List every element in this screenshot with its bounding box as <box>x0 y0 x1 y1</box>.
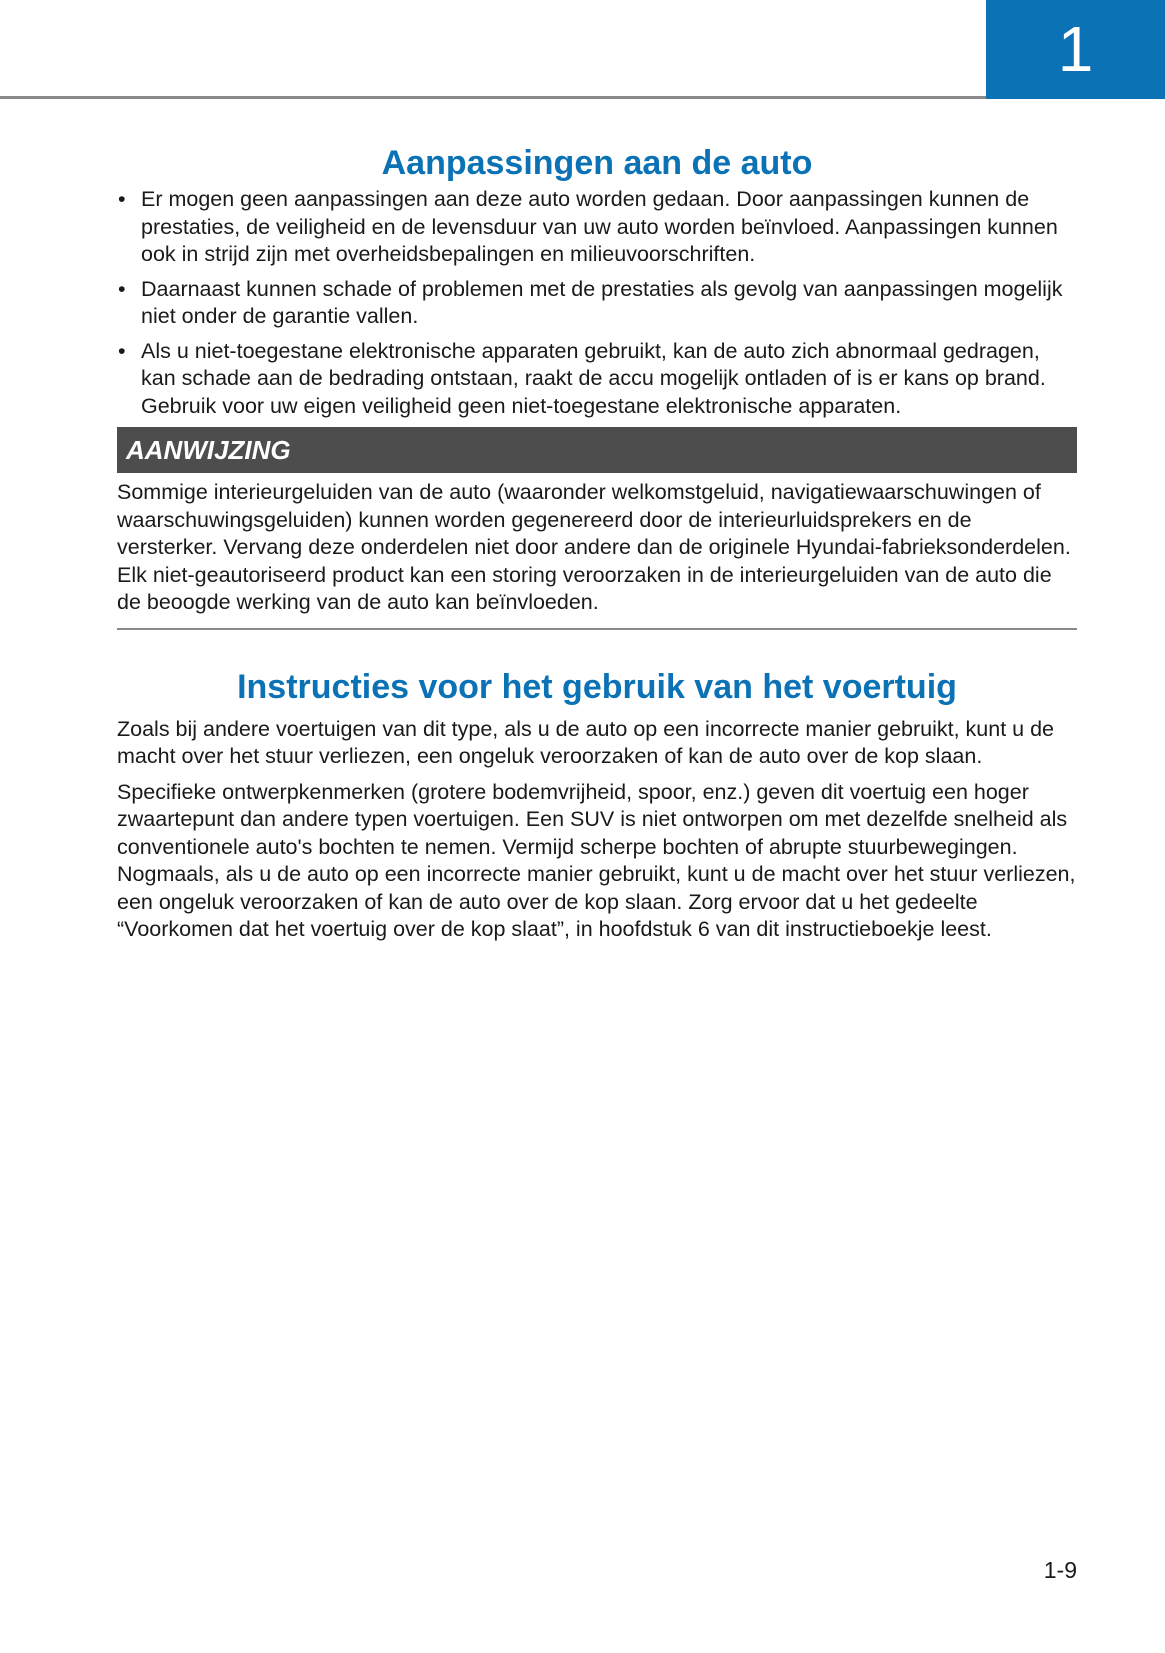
bullet-dot: • <box>118 338 126 363</box>
bullet-dot: • <box>118 276 126 301</box>
bullet-list <box>117 186 1077 420</box>
list-item <box>117 186 1077 269</box>
chapter-tab: 1 <box>986 0 1165 99</box>
note-heading-bar: AANWIJZING <box>117 427 1077 473</box>
header-rule <box>0 96 986 99</box>
section-title-modifications: Aanpassingen aan de auto <box>381 144 813 182</box>
list-item <box>117 338 1077 421</box>
list-item-text: Als u niet-toegestane elektronische apparaten gebruikt, kan de auto zich abnormaal gedragen, kan schade aan de bedrading ontstaan, raakt de accu mogelijk ontladen of is er kans op brand. Gebruik voor uw eigen veiligheid geen niet-toegestane elektronische apparaten. <box>141 338 1046 418</box>
list-item <box>117 276 1077 331</box>
paragraph: Specifieke ontwerpkenmerken (grotere bodemvrijheid, spoor, enz.) geven dit voertuig een hoger zwaartepunt dan andere typen voertuigen. Een SUV is niet ontworpen om met dezelfde snelheid als conventionele auto's bochten te nemen. Vermijd scherpe bochten of abrupte stuurbewegingen. Nogmaals, als u de auto op een incorrecte manier gebruikt, kunt u de macht over het stuur verliezen, een ongeluk veroorzaken of kan de auto over de kop slaan. Zorg ervoor dat u het gedeelte “Voorkomen dat het voertuig over de kop slaat”, in hoofdstuk 6 van dit instructieboekje leest. <box>117 779 1076 941</box>
page-number: 1-9 <box>1043 1557 1077 1583</box>
note-divider <box>117 628 1077 630</box>
section-usage <box>117 664 1077 944</box>
paragraph: Zoals bij andere voertuigen van dit type, als u de auto op een incorrecte manier gebruikt, kunt u de macht over het stuur verliezen, een ongeluk veroorzaken of kan de auto over de kop slaan. <box>117 716 1055 768</box>
bullet-dot: • <box>118 187 126 211</box>
note-text: Sommige interieurgeluiden van de auto (waaronder welkomstgeluid, navigatiewaarschuwingen of waarschuwingsgeluiden) kunnen worden gegenereerd door de interieurluidsprekers en de versterker. Vervang deze onderdelen niet door andere dan de originele Hyundai-fabrieksonderdelen. Elk niet-geautoriseerd product kan een storing veroorzaken in de interieurgeluiden van de auto die de beoogde werking van de auto kan beïnvloeden. <box>117 480 1071 614</box>
page-content <box>117 140 1077 952</box>
section-title-usage: Instructies voor het gebruik van het voertuig <box>237 667 957 706</box>
list-item-text: Daarnaast kunnen schade of problemen met de prestaties als gevolg van aanpassingen mogelijk niet onder de garantie vallen. <box>141 276 1063 328</box>
list-item-text: Er mogen geen aanpassingen aan deze auto worden gedaan. Door aanpassingen kunnen de prestaties, de veiligheid en de levensduur van uw auto worden beïnvloed. Aanpassingen kunnen ook in strijd zijn met overheidsbepalingen en milieuvoorschriften. <box>141 187 1058 266</box>
